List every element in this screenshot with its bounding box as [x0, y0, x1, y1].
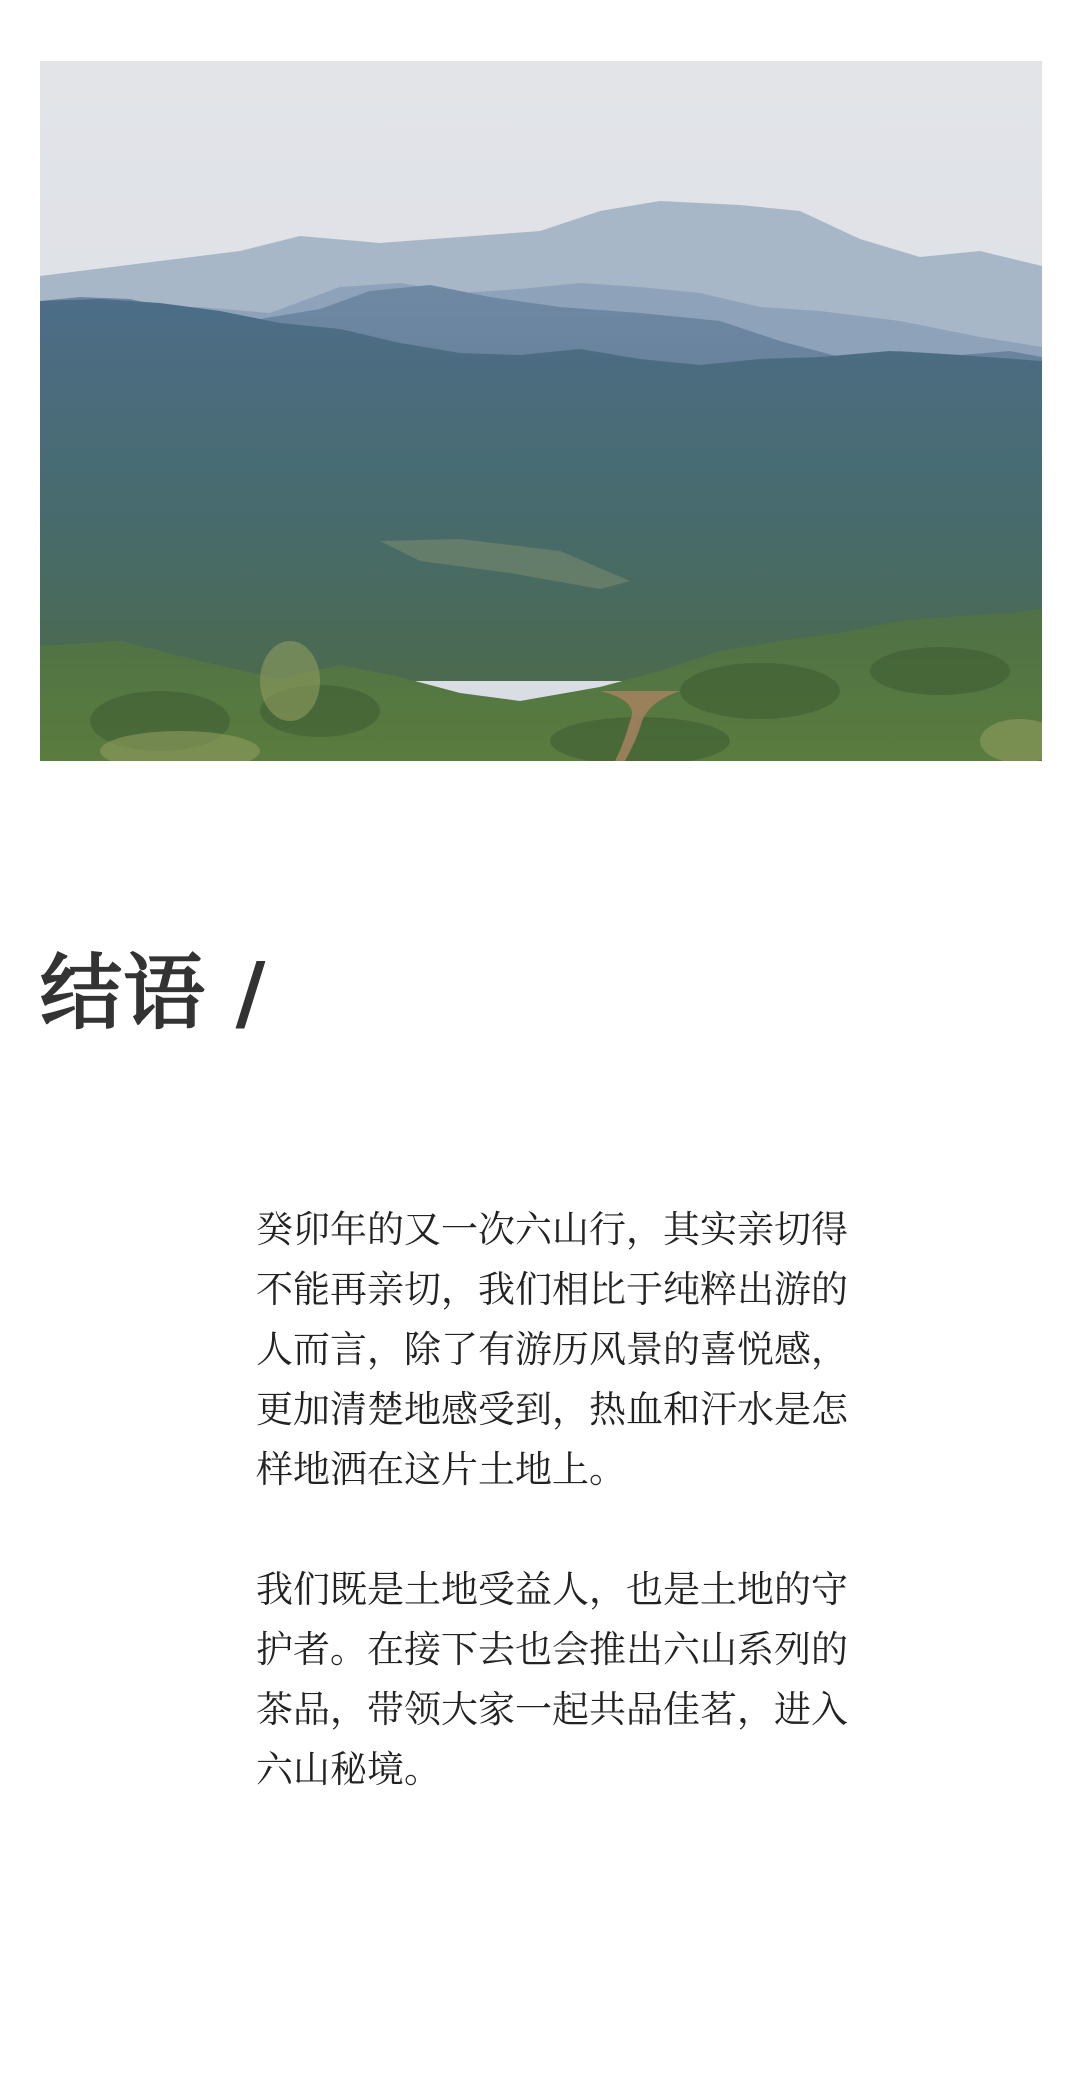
text-line: 更加清楚地感受到，热血和汗水是怎: [256, 1388, 848, 1431]
paragraph-2: [256, 1560, 916, 1800]
mountain-landscape-image: [40, 61, 1042, 761]
text-line: 人而言，除了有游历风景的喜悦感，: [256, 1328, 848, 1371]
section-heading: 结语 /: [40, 946, 267, 1041]
text-line: 我们既是土地受益人，也是土地的守: [256, 1568, 848, 1611]
closing-text: [256, 1200, 916, 1860]
text-line: 茶品，带领大家一起共品佳茗，进入: [256, 1688, 848, 1731]
text-line: 癸卯年的又一次六山行，其实亲切得: [256, 1208, 848, 1251]
paragraph-1: [256, 1200, 916, 1500]
text-line: 不能再亲切，我们相比于纯粹出游的: [256, 1268, 848, 1311]
text-line: 六山秘境。: [256, 1748, 441, 1791]
text-line: 样地洒在这片土地上。: [256, 1448, 626, 1491]
hero-photo: [40, 61, 1042, 761]
text-line: 护者。在接下去也会推出六山系列的: [256, 1628, 848, 1671]
